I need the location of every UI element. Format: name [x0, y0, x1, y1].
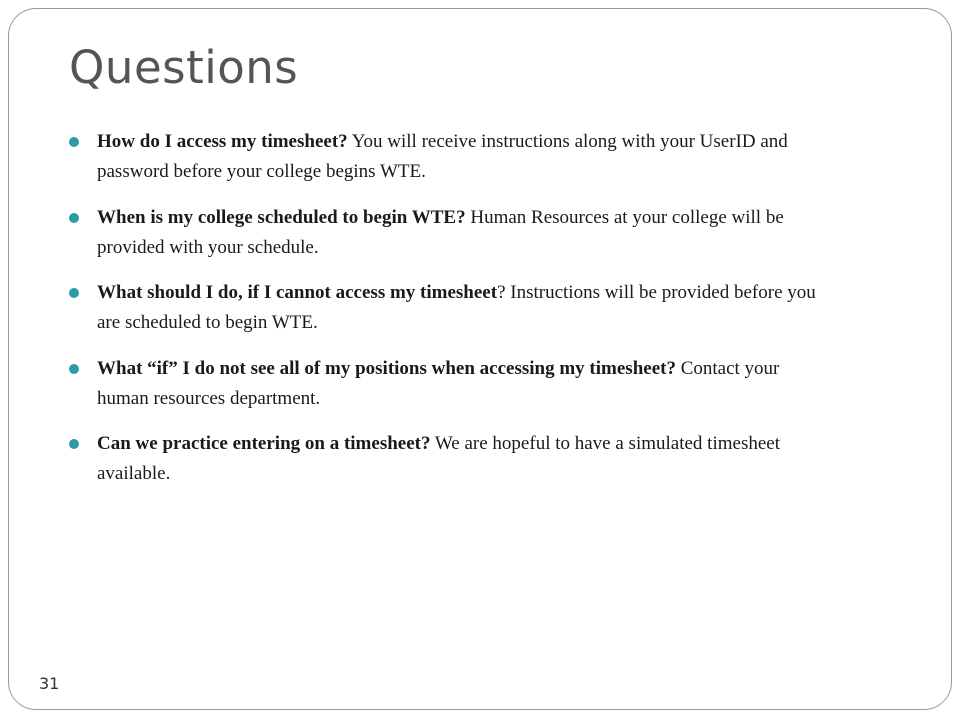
answer-text: Contact your human resources department. — [97, 357, 780, 409]
list-item — [69, 354, 829, 414]
bullet-dot-icon — [69, 137, 79, 147]
bullet-dot-icon — [69, 213, 79, 223]
bullet-dot-icon — [69, 439, 79, 449]
question-text: How do I access my timesheet? — [97, 131, 348, 152]
answer-text: ? Instructions will be provided before you are scheduled to begin WTE. — [97, 282, 816, 333]
list-item — [69, 203, 829, 263]
question-text: What “if” I do not see all of my positions when accessing my timesheet? — [97, 357, 676, 379]
list-item — [69, 127, 829, 187]
bullet-dot-icon — [69, 288, 79, 298]
question-text: When is my college scheduled to begin WTE? — [97, 206, 466, 228]
question-text: Can we practice entering on a timesheet? — [97, 433, 431, 454]
slide-frame — [8, 8, 952, 710]
answer-text: You will receive instructions along with your UserID and password before your college begins WTE. — [97, 131, 788, 182]
question-list — [69, 127, 829, 505]
slide-title: Questions — [69, 41, 299, 94]
list-item — [69, 429, 829, 489]
list-item — [69, 278, 829, 338]
question-text: What should I do, if I cannot access my timesheet — [97, 282, 498, 303]
bullet-dot-icon — [69, 364, 79, 374]
answer-text: Human Resources at your college will be provided with your schedule. — [97, 206, 784, 258]
page-number: 31 — [39, 674, 60, 693]
answer-text: We are hopeful to have a simulated timesheet available. — [97, 433, 780, 484]
